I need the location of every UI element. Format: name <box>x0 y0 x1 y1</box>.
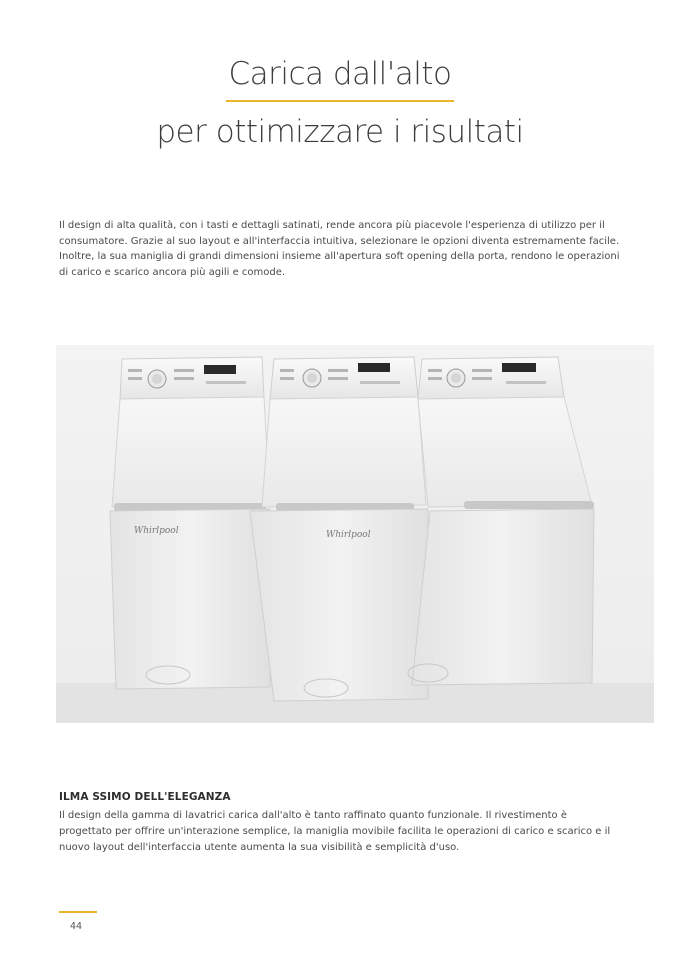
footer-accent-rule <box>59 911 97 913</box>
washing-machine-3 <box>408 357 594 685</box>
washing-machine-2 <box>250 357 428 701</box>
section-heading: ILMA SSIMO DELL'ELEGANZA <box>59 791 231 803</box>
intro-paragraph: Il design di alta qualità, con i tasti e dettagli satinati, rende ancora più piacevole l'esperienza di utilizzo per il consumatore. Grazie al suo layout e all'interfaccia intuitiva, selezionare le opzioni diventa estremamente facile. Inoltre, la sua maniglia di grandi dimensioni insieme all'apertura soft opening della porta, rendono le operazioni di carico e scarico ancora più agili e comode. <box>59 220 620 278</box>
product-photo <box>56 345 654 723</box>
title-line-2: per ottimizzare i risultati <box>156 114 524 150</box>
page-number: 44 <box>70 921 83 932</box>
brand-logo: Whirlpool <box>326 530 371 540</box>
page-title <box>0 52 680 154</box>
washing-machine-1 <box>110 357 270 689</box>
section-paragraph: Il design della gamma di lavatrici carica dall'alto è tanto raffinato quanto funzionale. Il rivestimento è progettato per offrire un'interazione semplice, la maniglia movibile facilita le operazioni di carico e scarico e il nuovo layout dell'interfaccia utente aumenta la sua visibilità e semplicità d'uso. <box>59 810 611 853</box>
title-line-1: Carica dall'alto <box>226 52 453 102</box>
brand-logo: Whirlpool <box>134 526 179 536</box>
